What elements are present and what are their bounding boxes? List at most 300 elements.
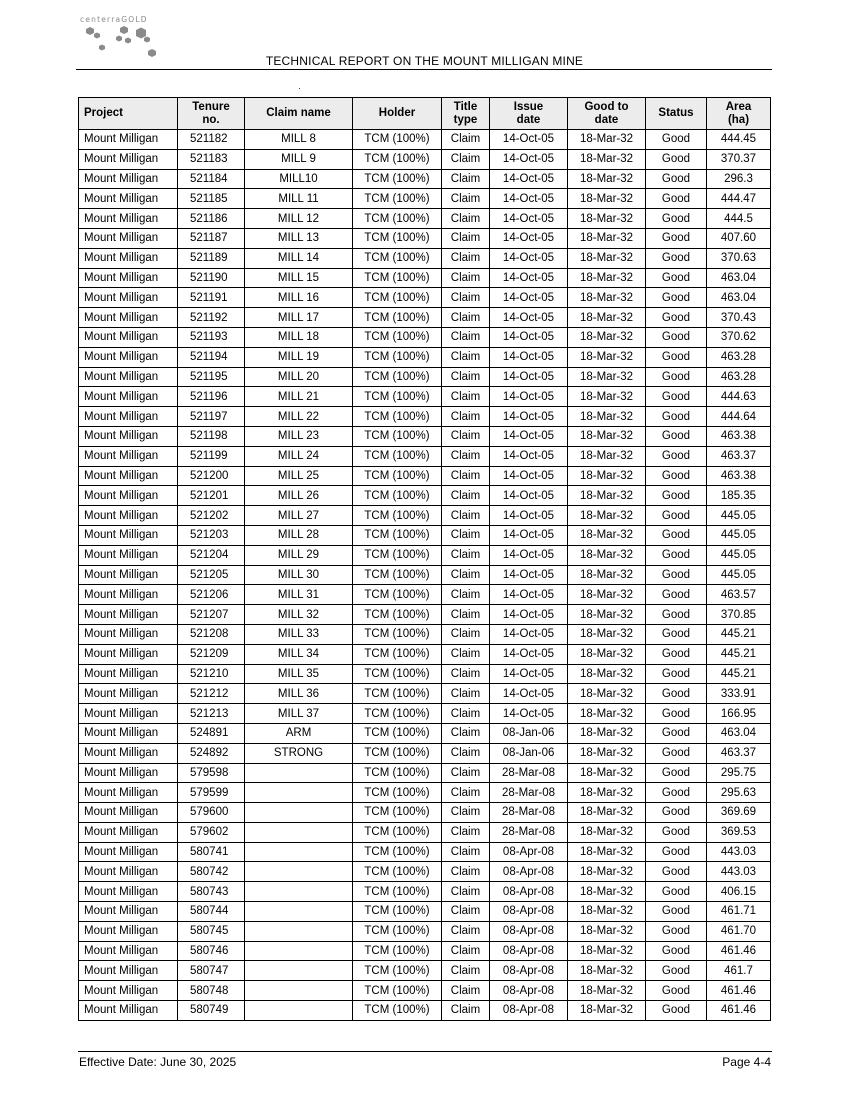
cell-tenure-no: 521203 <box>178 525 245 545</box>
cell-good-to-date: 18-Mar-32 <box>568 228 646 248</box>
cell-area-ha: 444.63 <box>707 387 771 407</box>
cell-status: Good <box>646 347 707 367</box>
cell-status: Good <box>646 387 707 407</box>
cell-tenure-no: 521187 <box>178 228 245 248</box>
cell-good-to-date: 18-Mar-32 <box>568 308 646 328</box>
table-row <box>79 446 771 466</box>
cell-holder: TCM (100%) <box>353 902 442 922</box>
cell-status: Good <box>646 763 707 783</box>
cell-area-ha: 463.37 <box>707 446 771 466</box>
cell-project: Mount Milligan <box>79 149 178 169</box>
cell-claim-name <box>245 803 353 823</box>
cell-claim-name: MILL 17 <box>245 308 353 328</box>
cell-holder: TCM (100%) <box>353 585 442 605</box>
cell-status: Good <box>646 704 707 724</box>
cell-issue-date: 14-Oct-05 <box>490 664 568 684</box>
cell-area-ha: 461.70 <box>707 921 771 941</box>
cell-issue-date: 14-Oct-05 <box>490 347 568 367</box>
cell-project: Mount Milligan <box>79 209 178 229</box>
cell-holder: TCM (100%) <box>353 862 442 882</box>
cell-tenure-no: 521185 <box>178 189 245 209</box>
cell-holder: TCM (100%) <box>353 842 442 862</box>
cell-area-ha: 333.91 <box>707 684 771 704</box>
cell-status: Good <box>646 486 707 506</box>
cell-issue-date: 28-Mar-08 <box>490 783 568 803</box>
cell-area-ha: 463.04 <box>707 268 771 288</box>
cell-title-type: Claim <box>442 723 490 743</box>
cell-tenure-no: 580746 <box>178 941 245 961</box>
cell-claim-name: MILL 26 <box>245 486 353 506</box>
cell-title-type: Claim <box>442 209 490 229</box>
cell-good-to-date: 18-Mar-32 <box>568 981 646 1001</box>
cell-area-ha: 445.21 <box>707 664 771 684</box>
table-row <box>79 130 771 150</box>
cell-project: Mount Milligan <box>79 842 178 862</box>
cell-status: Good <box>646 684 707 704</box>
cell-issue-date: 08-Apr-08 <box>490 882 568 902</box>
report-title: TECHNICAL REPORT ON THE MOUNT MILLIGAN MINE <box>265 54 584 68</box>
cell-tenure-no: 580747 <box>178 961 245 981</box>
cell-issue-date: 08-Apr-08 <box>490 842 568 862</box>
cell-project: Mount Milligan <box>79 565 178 585</box>
cell-project: Mount Milligan <box>79 347 178 367</box>
cell-area-ha: 407.60 <box>707 228 771 248</box>
cell-holder: TCM (100%) <box>353 525 442 545</box>
table-row <box>79 822 771 842</box>
cell-area-ha: 461.71 <box>707 902 771 922</box>
cell-holder: TCM (100%) <box>353 961 442 981</box>
cell-area-ha: 463.04 <box>707 288 771 308</box>
cell-issue-date: 08-Jan-06 <box>490 723 568 743</box>
cell-tenure-no: 521192 <box>178 308 245 328</box>
cell-status: Good <box>646 525 707 545</box>
cell-tenure-no: 521182 <box>178 130 245 150</box>
cell-holder: TCM (100%) <box>353 149 442 169</box>
cell-claim-name: MILL 27 <box>245 506 353 526</box>
cell-title-type: Claim <box>442 783 490 803</box>
cell-good-to-date: 18-Mar-32 <box>568 525 646 545</box>
cell-title-type: Claim <box>442 407 490 427</box>
cell-issue-date: 14-Oct-05 <box>490 585 568 605</box>
cell-title-type: Claim <box>442 169 490 189</box>
cell-holder: TCM (100%) <box>353 407 442 427</box>
cell-status: Good <box>646 803 707 823</box>
cell-title-type: Claim <box>442 822 490 842</box>
cell-area-ha: 445.21 <box>707 644 771 664</box>
cell-holder: TCM (100%) <box>353 1001 442 1021</box>
cell-good-to-date: 18-Mar-32 <box>568 387 646 407</box>
cell-issue-date: 14-Oct-05 <box>490 268 568 288</box>
cell-good-to-date: 18-Mar-32 <box>568 506 646 526</box>
table-row <box>79 506 771 526</box>
mineral-claims-table <box>78 97 771 1021</box>
cell-holder: TCM (100%) <box>353 822 442 842</box>
cell-status: Good <box>646 189 707 209</box>
cell-project: Mount Milligan <box>79 248 178 268</box>
cell-project: Mount Milligan <box>79 268 178 288</box>
cell-good-to-date: 18-Mar-32 <box>568 842 646 862</box>
cell-good-to-date: 18-Mar-32 <box>568 169 646 189</box>
cell-holder: TCM (100%) <box>353 288 442 308</box>
cell-title-type: Claim <box>442 525 490 545</box>
table-row <box>79 664 771 684</box>
cell-tenure-no: 521202 <box>178 506 245 526</box>
header-divider <box>76 69 772 70</box>
cell-issue-date: 14-Oct-05 <box>490 248 568 268</box>
cell-area-ha: 445.21 <box>707 624 771 644</box>
cell-issue-date: 08-Apr-08 <box>490 1001 568 1021</box>
cell-claim-name: MILL 23 <box>245 426 353 446</box>
cell-claim-name <box>245 941 353 961</box>
cell-issue-date: 14-Oct-05 <box>490 387 568 407</box>
cell-title-type: Claim <box>442 466 490 486</box>
cell-project: Mount Milligan <box>79 882 178 902</box>
cell-tenure-no: 521198 <box>178 426 245 446</box>
cell-area-ha: 295.75 <box>707 763 771 783</box>
table-row <box>79 783 771 803</box>
cell-tenure-no: 521184 <box>178 169 245 189</box>
cell-project: Mount Milligan <box>79 545 178 565</box>
cell-claim-name: MILL 19 <box>245 347 353 367</box>
cell-good-to-date: 18-Mar-32 <box>568 446 646 466</box>
cell-holder: TCM (100%) <box>353 565 442 585</box>
column-header-status: Status <box>646 98 707 130</box>
table-row <box>79 545 771 565</box>
cell-tenure-no: 521204 <box>178 545 245 565</box>
cell-good-to-date: 18-Mar-32 <box>568 209 646 229</box>
cell-title-type: Claim <box>442 426 490 446</box>
cell-issue-date: 14-Oct-05 <box>490 605 568 625</box>
cell-area-ha: 443.03 <box>707 842 771 862</box>
cell-area-ha: 445.05 <box>707 525 771 545</box>
cell-title-type: Claim <box>442 545 490 565</box>
cell-project: Mount Milligan <box>79 743 178 763</box>
cell-title-type: Claim <box>442 961 490 981</box>
table-row <box>79 1001 771 1021</box>
cell-good-to-date: 18-Mar-32 <box>568 347 646 367</box>
cell-area-ha: 444.45 <box>707 130 771 150</box>
cell-project: Mount Milligan <box>79 130 178 150</box>
cell-holder: TCM (100%) <box>353 941 442 961</box>
cell-project: Mount Milligan <box>79 704 178 724</box>
cell-area-ha: 369.53 <box>707 822 771 842</box>
cell-holder: TCM (100%) <box>353 882 442 902</box>
cell-title-type: Claim <box>442 486 490 506</box>
cell-project: Mount Milligan <box>79 525 178 545</box>
cell-holder: TCM (100%) <box>353 169 442 189</box>
cell-tenure-no: 579602 <box>178 822 245 842</box>
cell-claim-name: ARM <box>245 723 353 743</box>
cell-holder: TCM (100%) <box>353 347 442 367</box>
cell-claim-name: MILL 30 <box>245 565 353 585</box>
cell-claim-name: MILL 32 <box>245 605 353 625</box>
cell-tenure-no: 521191 <box>178 288 245 308</box>
cell-holder: TCM (100%) <box>353 228 442 248</box>
cell-status: Good <box>646 605 707 625</box>
cell-title-type: Claim <box>442 189 490 209</box>
cell-project: Mount Milligan <box>79 783 178 803</box>
cell-holder: TCM (100%) <box>353 268 442 288</box>
table-row <box>79 743 771 763</box>
table-row <box>79 189 771 209</box>
cell-holder: TCM (100%) <box>353 387 442 407</box>
cell-title-type: Claim <box>442 644 490 664</box>
cell-status: Good <box>646 882 707 902</box>
cell-issue-date: 14-Oct-05 <box>490 228 568 248</box>
cell-holder: TCM (100%) <box>353 486 442 506</box>
cell-issue-date: 08-Jan-06 <box>490 743 568 763</box>
cell-claim-name: MILL 20 <box>245 367 353 387</box>
cell-tenure-no: 521201 <box>178 486 245 506</box>
cell-tenure-no: 521196 <box>178 387 245 407</box>
cell-tenure-no: 521195 <box>178 367 245 387</box>
table-row <box>79 803 771 823</box>
column-header-holder: Holder <box>353 98 442 130</box>
table-row <box>79 961 771 981</box>
cell-issue-date: 14-Oct-05 <box>490 426 568 446</box>
cell-claim-name: MILL 28 <box>245 525 353 545</box>
cell-status: Good <box>646 506 707 526</box>
page-number: Page 4-4 <box>722 1055 771 1069</box>
cell-tenure-no: 521194 <box>178 347 245 367</box>
cell-claim-name: MILL 8 <box>245 130 353 150</box>
cell-project: Mount Milligan <box>79 981 178 1001</box>
cell-claim-name: MILL 35 <box>245 664 353 684</box>
cell-title-type: Claim <box>442 941 490 961</box>
cell-project: Mount Milligan <box>79 466 178 486</box>
cell-good-to-date: 18-Mar-32 <box>568 327 646 347</box>
cell-tenure-no: 580744 <box>178 902 245 922</box>
cell-tenure-no: 521212 <box>178 684 245 704</box>
table-row <box>79 585 771 605</box>
cell-title-type: Claim <box>442 130 490 150</box>
cell-holder: TCM (100%) <box>353 763 442 783</box>
cell-good-to-date: 18-Mar-32 <box>568 367 646 387</box>
cell-title-type: Claim <box>442 862 490 882</box>
cell-area-ha: 461.46 <box>707 941 771 961</box>
cell-good-to-date: 18-Mar-32 <box>568 189 646 209</box>
cell-issue-date: 14-Oct-05 <box>490 149 568 169</box>
cell-tenure-no: 580745 <box>178 921 245 941</box>
cell-area-ha: 370.37 <box>707 149 771 169</box>
cell-issue-date: 14-Oct-05 <box>490 367 568 387</box>
cell-status: Good <box>646 723 707 743</box>
cell-status: Good <box>646 426 707 446</box>
cell-project: Mount Milligan <box>79 862 178 882</box>
table-body <box>79 130 771 1021</box>
cell-issue-date: 14-Oct-05 <box>490 446 568 466</box>
table-row <box>79 248 771 268</box>
cell-title-type: Claim <box>442 308 490 328</box>
table-row <box>79 565 771 585</box>
cell-tenure-no: 521199 <box>178 446 245 466</box>
cell-project: Mount Milligan <box>79 407 178 427</box>
cell-issue-date: 14-Oct-05 <box>490 704 568 724</box>
cell-claim-name: MILL 13 <box>245 228 353 248</box>
cell-status: Good <box>646 743 707 763</box>
cell-tenure-no: 579599 <box>178 783 245 803</box>
cell-good-to-date: 18-Mar-32 <box>568 268 646 288</box>
cell-good-to-date: 18-Mar-32 <box>568 822 646 842</box>
cell-holder: TCM (100%) <box>353 803 442 823</box>
cell-project: Mount Milligan <box>79 684 178 704</box>
cell-claim-name: MILL 31 <box>245 585 353 605</box>
cell-status: Good <box>646 822 707 842</box>
cell-holder: TCM (100%) <box>353 921 442 941</box>
cell-title-type: Claim <box>442 763 490 783</box>
cell-issue-date: 14-Oct-05 <box>490 189 568 209</box>
cell-project: Mount Milligan <box>79 605 178 625</box>
cell-status: Good <box>646 981 707 1001</box>
column-header-tenure-no: Tenure no. <box>178 98 245 130</box>
cell-issue-date: 14-Oct-05 <box>490 486 568 506</box>
cell-project: Mount Milligan <box>79 941 178 961</box>
cell-tenure-no: 521189 <box>178 248 245 268</box>
cell-claim-name: MILL 22 <box>245 407 353 427</box>
cell-issue-date: 08-Apr-08 <box>490 902 568 922</box>
cell-issue-date: 28-Mar-08 <box>490 822 568 842</box>
cell-tenure-no: 524892 <box>178 743 245 763</box>
cell-area-ha: 445.05 <box>707 545 771 565</box>
cell-claim-name: MILL 11 <box>245 189 353 209</box>
cell-tenure-no: 579598 <box>178 763 245 783</box>
table-row <box>79 525 771 545</box>
cell-claim-name: MILL 16 <box>245 288 353 308</box>
cell-issue-date: 14-Oct-05 <box>490 565 568 585</box>
cell-claim-name: MILL 25 <box>245 466 353 486</box>
logo-wordmark: centerraGOLD <box>80 15 148 24</box>
table-row <box>79 723 771 743</box>
cell-area-ha: 463.38 <box>707 426 771 446</box>
cell-status: Good <box>646 783 707 803</box>
cell-holder: TCM (100%) <box>353 189 442 209</box>
cell-title-type: Claim <box>442 149 490 169</box>
table-row <box>79 605 771 625</box>
cell-status: Good <box>646 130 707 150</box>
cell-good-to-date: 18-Mar-32 <box>568 288 646 308</box>
cell-claim-name <box>245 822 353 842</box>
cell-title-type: Claim <box>442 367 490 387</box>
table-row <box>79 149 771 169</box>
column-header-claim-name: Claim name <box>245 98 353 130</box>
table-row <box>79 763 771 783</box>
table-row <box>79 308 771 328</box>
cell-holder: TCM (100%) <box>353 248 442 268</box>
cell-good-to-date: 18-Mar-32 <box>568 743 646 763</box>
cell-holder: TCM (100%) <box>353 308 442 328</box>
cell-project: Mount Milligan <box>79 169 178 189</box>
cell-claim-name: MILL 36 <box>245 684 353 704</box>
cell-area-ha: 370.43 <box>707 308 771 328</box>
cell-status: Good <box>646 862 707 882</box>
cell-good-to-date: 18-Mar-32 <box>568 664 646 684</box>
cell-status: Good <box>646 288 707 308</box>
cell-tenure-no: 521197 <box>178 407 245 427</box>
table-row <box>79 921 771 941</box>
cell-area-ha: 461.46 <box>707 981 771 1001</box>
table-row <box>79 466 771 486</box>
cell-claim-name <box>245 882 353 902</box>
cell-tenure-no: 521183 <box>178 149 245 169</box>
cell-issue-date: 14-Oct-05 <box>490 308 568 328</box>
cell-area-ha: 369.69 <box>707 803 771 823</box>
cell-claim-name: MILL 33 <box>245 624 353 644</box>
cell-status: Good <box>646 565 707 585</box>
cell-good-to-date: 18-Mar-32 <box>568 763 646 783</box>
cell-area-ha: 463.28 <box>707 347 771 367</box>
cell-title-type: Claim <box>442 842 490 862</box>
cell-title-type: Claim <box>442 268 490 288</box>
cell-tenure-no: 521210 <box>178 664 245 684</box>
cell-project: Mount Milligan <box>79 387 178 407</box>
cell-good-to-date: 18-Mar-32 <box>568 882 646 902</box>
cell-status: Good <box>646 169 707 189</box>
cell-holder: TCM (100%) <box>353 130 442 150</box>
cell-title-type: Claim <box>442 882 490 902</box>
cell-holder: TCM (100%) <box>353 426 442 446</box>
cell-tenure-no: 521206 <box>178 585 245 605</box>
cell-status: Good <box>646 327 707 347</box>
table-row <box>79 882 771 902</box>
cell-claim-name: MILL 24 <box>245 446 353 466</box>
cell-claim-name: MILL 9 <box>245 149 353 169</box>
table-row <box>79 209 771 229</box>
table-row <box>79 327 771 347</box>
table-row <box>79 941 771 961</box>
cell-issue-date: 14-Oct-05 <box>490 169 568 189</box>
cell-holder: TCM (100%) <box>353 644 442 664</box>
cell-project: Mount Milligan <box>79 763 178 783</box>
cell-holder: TCM (100%) <box>353 506 442 526</box>
cell-claim-name: MILL 15 <box>245 268 353 288</box>
cell-good-to-date: 18-Mar-32 <box>568 803 646 823</box>
cell-project: Mount Milligan <box>79 1001 178 1021</box>
effective-date: Effective Date: June 30, 2025 <box>79 1055 237 1069</box>
cell-good-to-date: 18-Mar-32 <box>568 149 646 169</box>
cell-holder: TCM (100%) <box>353 783 442 803</box>
cell-tenure-no: 580743 <box>178 882 245 902</box>
cell-status: Good <box>646 248 707 268</box>
cell-good-to-date: 18-Mar-32 <box>568 585 646 605</box>
stray-mark <box>299 88 300 89</box>
cell-holder: TCM (100%) <box>353 723 442 743</box>
cell-status: Good <box>646 545 707 565</box>
cell-area-ha: 444.5 <box>707 209 771 229</box>
table-row <box>79 407 771 427</box>
cell-status: Good <box>646 1001 707 1021</box>
cell-project: Mount Milligan <box>79 723 178 743</box>
cell-area-ha: 406.15 <box>707 882 771 902</box>
cell-project: Mount Milligan <box>79 624 178 644</box>
cell-good-to-date: 18-Mar-32 <box>568 486 646 506</box>
cell-project: Mount Milligan <box>79 446 178 466</box>
cell-good-to-date: 18-Mar-32 <box>568 684 646 704</box>
cell-area-ha: 444.47 <box>707 189 771 209</box>
cell-holder: TCM (100%) <box>353 684 442 704</box>
cell-status: Good <box>646 209 707 229</box>
cell-title-type: Claim <box>442 605 490 625</box>
cell-tenure-no: 521200 <box>178 466 245 486</box>
cell-issue-date: 14-Oct-05 <box>490 327 568 347</box>
cell-good-to-date: 18-Mar-32 <box>568 783 646 803</box>
cell-holder: TCM (100%) <box>353 545 442 565</box>
table-row <box>79 228 771 248</box>
column-header-issue-date: Issue date <box>490 98 568 130</box>
cell-tenure-no: 521209 <box>178 644 245 664</box>
cell-holder: TCM (100%) <box>353 624 442 644</box>
cell-good-to-date: 18-Mar-32 <box>568 644 646 664</box>
cell-status: Good <box>646 268 707 288</box>
